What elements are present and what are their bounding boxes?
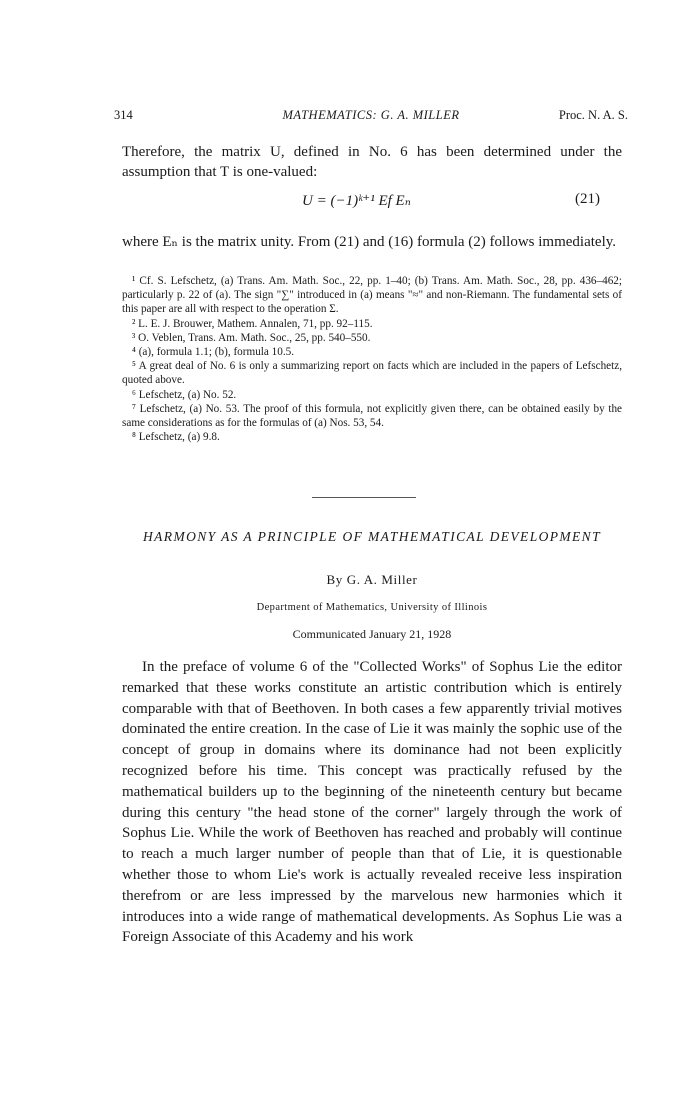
- footnote: ⁸ Lefschetz, (a) 9.8.: [132, 431, 220, 444]
- footnote: ¹ Cf. S. Lefschetz, (a) Trans. Am. Math. Soc., 22, pp. 1–40; (b) Trans. Am. Math. Soc., 28, pp. 436–462; particularly p. 22 of (a). The sign "∑" introduced in (a) means "≈" and non-Riemann. The fundamental sets of this paper are all with respect to the operation Σ.: [122, 275, 622, 316]
- prev-article-conclusion: where Eₙ is the matrix unity. From (21) and (16) formula (2) follows immediately.: [122, 234, 617, 250]
- running-title: MATHEMATICS: G. A. MILLER: [282, 108, 460, 122]
- footnote: ⁷ Lefschetz, (a) No. 53. The proof of this formula, not explicitly given there, can be obtained easily by the same considerations as for the formulas of (a) Nos. 53, 54.: [122, 402, 622, 430]
- footnotes: [122, 274, 622, 444]
- equation-block: [122, 191, 622, 215]
- footnote: ⁴ (a), formula 1.1; (b), formula 10.5.: [132, 346, 295, 359]
- article-body-paragraph: In the preface of volume 6 of the "Collected Works" of Sophus Lie the editor remarked that these works constitute an artistic contribution which is entirely comparable with that of Beethoven. In both cases a few apparently trivial motives dominated the entire creation. In the case of Lie it was mainly the sophic use of the concept of group in domains where its dominance had not been explicitly recognized before his time. This concept was practically refused by the mathematical builders up to the beginning of the nineteenth century but became during this century "the head stone of the corner" largely through the work of Sophus Lie. While the work of Beethoven has reached and probably will continue to reach a much larger number of people than that of Lie, it is questionable whether those to whom Lie's work is actually revealed receive less inspiration therefrom or are less impressed by the marvelous new harmonies which it introduces into a wide range of mathematical developments. As Sophus Lie was a Foreign Associate of this Academy and his work: [122, 659, 622, 946]
- footnote: ² L. E. J. Brouwer, Mathem. Annalen, 71, pp. 92–115.: [132, 317, 373, 330]
- footnote: ³ O. Veblen, Trans. Am. Math. Soc., 25, pp. 540–550.: [132, 331, 371, 344]
- page-number: 314: [114, 108, 133, 122]
- equation: U = (−1)ᵏ⁺¹ Ef Eₙ: [302, 193, 411, 209]
- equation-number: (21): [575, 191, 600, 207]
- section-divider: [312, 497, 416, 498]
- communication-date: Communicated January 21, 1928: [292, 627, 452, 641]
- footnote: ⁶ Lefschetz, (a) No. 52.: [132, 388, 237, 401]
- journal-abbreviation: Proc. N. A. S.: [558, 108, 628, 122]
- author-affiliation: Department of Mathematics, University of Illinois: [256, 602, 488, 613]
- article-title: HARMONY AS A PRINCIPLE OF MATHEMATICAL DEVELOPMENT: [143, 529, 601, 544]
- article-author: By G. A. Miller: [326, 572, 418, 587]
- footnote: ⁵ A great deal of No. 6 is only a summarizing report on facts which are included in the papers of Lefschetz, quoted above.: [122, 360, 622, 387]
- prev-article-intro: Therefore, the matrix U, defined in No. 6 has been determined under the assumption that T is one-valued:: [122, 144, 622, 180]
- page-header: [114, 108, 628, 128]
